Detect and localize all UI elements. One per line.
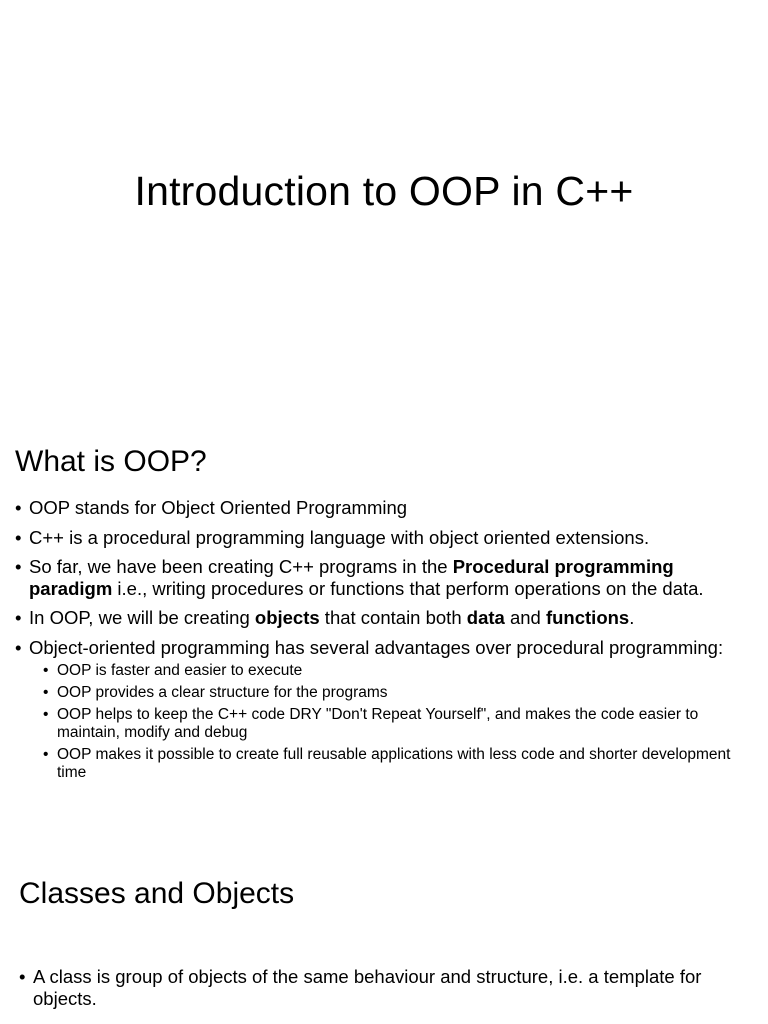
bullet-item bbox=[15, 497, 760, 519]
bullet-item bbox=[15, 556, 760, 599]
bullet-text: . bbox=[629, 607, 635, 628]
bullet-text: In OOP, we will be creating bbox=[29, 607, 255, 628]
bold-term-procedural-paradigm: Procedural programming paradigm bbox=[29, 556, 674, 599]
bold-term-objects: objects bbox=[254, 607, 320, 628]
bullet-text: that contain both bbox=[319, 607, 467, 628]
bullet-item bbox=[15, 607, 760, 629]
page-title: Introduction to OOP in C++ bbox=[134, 168, 634, 214]
sub-bullet-item: • OOP helps to keep the C++ code DRY "Don't Repeat Yourself", and makes the code easier to maintain, modify and debug bbox=[43, 706, 760, 742]
bullet-item bbox=[19, 966, 759, 1009]
section-heading-what-is-oop: What is OOP? bbox=[15, 445, 207, 478]
bullet-text: OOP stands for Object Oriented Programming bbox=[29, 497, 408, 518]
bullet-text: C++ is a procedural programming language with object oriented extensions. bbox=[29, 526, 650, 548]
bullet-text: Object-oriented programming has several advantages over procedural programming: bbox=[29, 636, 724, 658]
advantages-sub-list bbox=[29, 662, 760, 782]
bullet-text: i.e., writing procedures or functions that perform operations on the data. bbox=[112, 577, 704, 599]
section-heading-classes-and-objects: Classes and Objects bbox=[19, 877, 295, 910]
sub-bullet-item: • OOP makes it possible to create full reusable applications with less code and shorter development time bbox=[43, 746, 760, 782]
sub-bullet-item: • OOP is faster and easier to execute bbox=[43, 662, 760, 680]
bullet-item bbox=[15, 527, 760, 549]
bullet-text: So far, we have been creating C++ programs in the bbox=[29, 556, 453, 577]
bullet-item bbox=[15, 637, 760, 783]
bold-term-data: data bbox=[466, 607, 505, 628]
bullet-text: A class is group of objects of the same behaviour and structure, i.e. a template for objects. bbox=[33, 966, 702, 1009]
bullet-text: and bbox=[504, 607, 546, 628]
classes-bullet-list bbox=[19, 966, 759, 1017]
what-is-oop-bullet-list bbox=[15, 497, 760, 790]
sub-bullet-item: • OOP provides a clear structure for the programs bbox=[43, 684, 760, 702]
bold-term-functions: functions bbox=[545, 607, 630, 628]
